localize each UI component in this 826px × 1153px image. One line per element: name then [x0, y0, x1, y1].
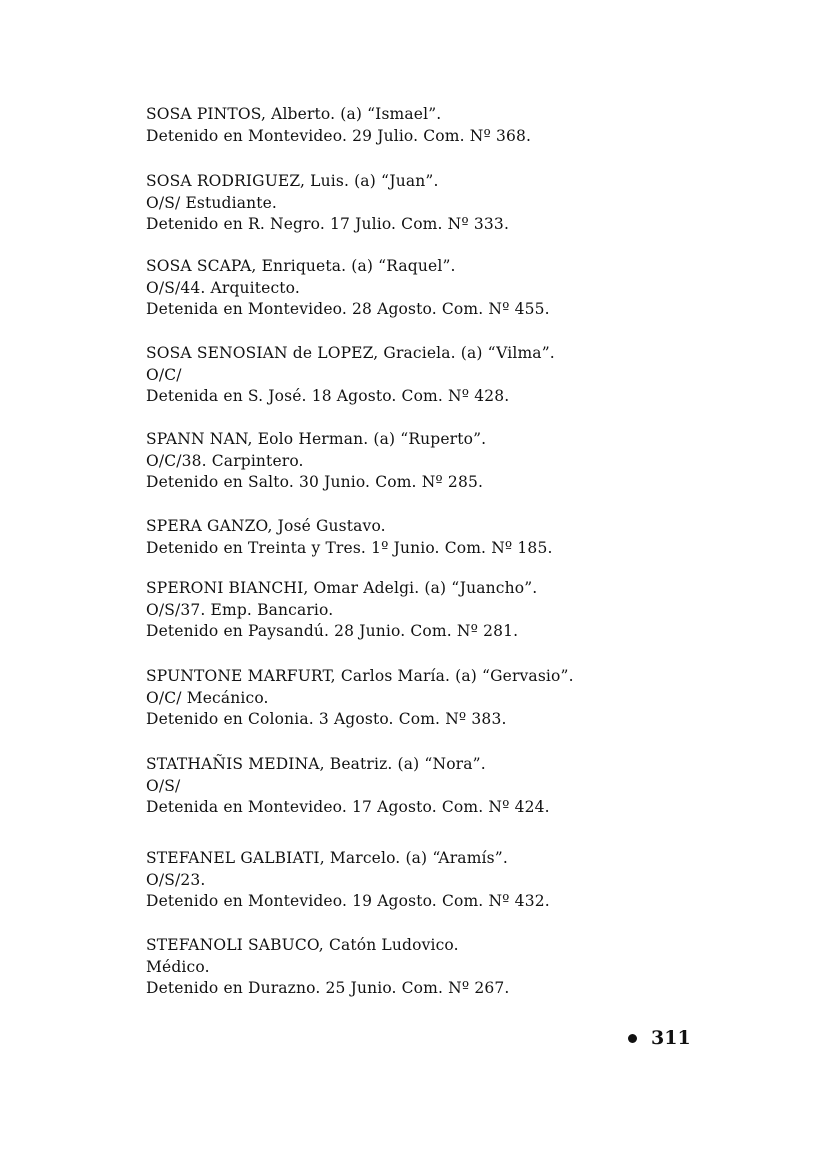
entry-detention-line: Detenido en Colonia. 3 Agosto. Com. Nº 383.	[146, 710, 507, 728]
entry-name-line: SOSA SCAPA, Enriqueta. (a) “Raquel”.	[146, 257, 456, 275]
entry-status-line: O/S/ Estudiante.	[146, 193, 278, 212]
entry-detention-line: Detenido en Treinta y Tres. 1º Junio. Com. Nº 185.	[146, 538, 553, 557]
entry-spann-nan	[146, 429, 706, 494]
page-footer	[628, 1027, 691, 1049]
entry-status-line: O/S/	[146, 776, 181, 795]
entry-sosa-pintos	[146, 104, 706, 147]
entry-profession-line: Médico.	[146, 957, 210, 976]
entry-name-line: SOSA PINTOS, Alberto. (a) “Ismael”.	[146, 105, 442, 123]
entry-stefanel-galbiati	[146, 848, 706, 913]
entry-spera-ganzo	[146, 516, 706, 559]
entry-speroni-bianchi	[146, 578, 706, 643]
entry-detention-line: Detenido en Montevideo. 19 Agosto. Com. Nº 432.	[146, 892, 550, 910]
entry-name-line: STEFANOLI SABUCO, Catón Ludovico.	[146, 936, 459, 954]
entry-name-line: SPERA GANZO, José Gustavo.	[146, 517, 386, 535]
entry-name-line: STEFANEL GALBIATI, Marcelo. (a) “Aramís”.	[146, 849, 508, 867]
entry-detention-line: Detenido en Durazno. 25 Junio. Com. Nº 267.	[146, 979, 510, 997]
entry-detention-line: Detenido en Paysandú. 28 Junio. Com. Nº 281.	[146, 622, 519, 640]
entry-name-line: SOSA SENOSIAN de LOPEZ, Graciela. (a) “Vilma”.	[146, 344, 555, 362]
page-number: 311	[651, 1027, 691, 1049]
entry-spuntone-marfurt	[146, 666, 706, 731]
entry-status-line: O/C/	[146, 365, 182, 384]
entry-status-line: O/C/ Mecánico.	[146, 688, 269, 707]
entry-status-line: O/S/23.	[146, 870, 206, 889]
entry-name-line: SOSA RODRIGUEZ, Luis. (a) “Juan”.	[146, 172, 439, 190]
entry-detention-line: Detenido en Salto. 30 Junio. Com. Nº 285.	[146, 473, 484, 491]
entry-sosa-senosian	[146, 343, 706, 408]
entry-detention-line: Detenida en Montevideo. 28 Agosto. Com. Nº 455.	[146, 300, 550, 318]
entry-detention-line: Detenido en R. Negro. 17 Julio. Com. Nº 333.	[146, 215, 510, 233]
entry-name-line: SPERONI BIANCHI, Omar Adelgi. (a) “Juancho”.	[146, 579, 538, 597]
entry-status-line: O/C/38. Carpintero.	[146, 451, 304, 470]
bullet-dot-icon	[628, 1034, 637, 1043]
entry-name-line: SPANN NAN, Eolo Herman. (a) “Ruperto”.	[146, 430, 487, 448]
entry-name-line: STATHAÑIS MEDINA, Beatriz. (a) “Nora”.	[146, 755, 486, 773]
entry-detention-line: Detenido en Montevideo. 29 Julio. Com. Nº 368.	[146, 126, 532, 145]
entry-sosa-rodriguez	[146, 171, 706, 236]
entry-detention-line: Detenida en Montevideo. 17 Agosto. Com. Nº 424.	[146, 798, 550, 816]
entry-status-line: O/S/37. Emp. Bancario.	[146, 600, 334, 619]
entry-detention-line: Detenida en S. José. 18 Agosto. Com. Nº 428.	[146, 387, 510, 405]
entry-stefanoli-sabuco	[146, 935, 706, 1000]
entry-stathanis-medina	[146, 754, 706, 819]
entry-status-line: O/S/44. Arquitecto.	[146, 278, 300, 297]
entry-sosa-scapa	[146, 256, 706, 321]
entry-name-line: SPUNTONE MARFURT, Carlos María. (a) “Gervasio”.	[146, 667, 574, 685]
